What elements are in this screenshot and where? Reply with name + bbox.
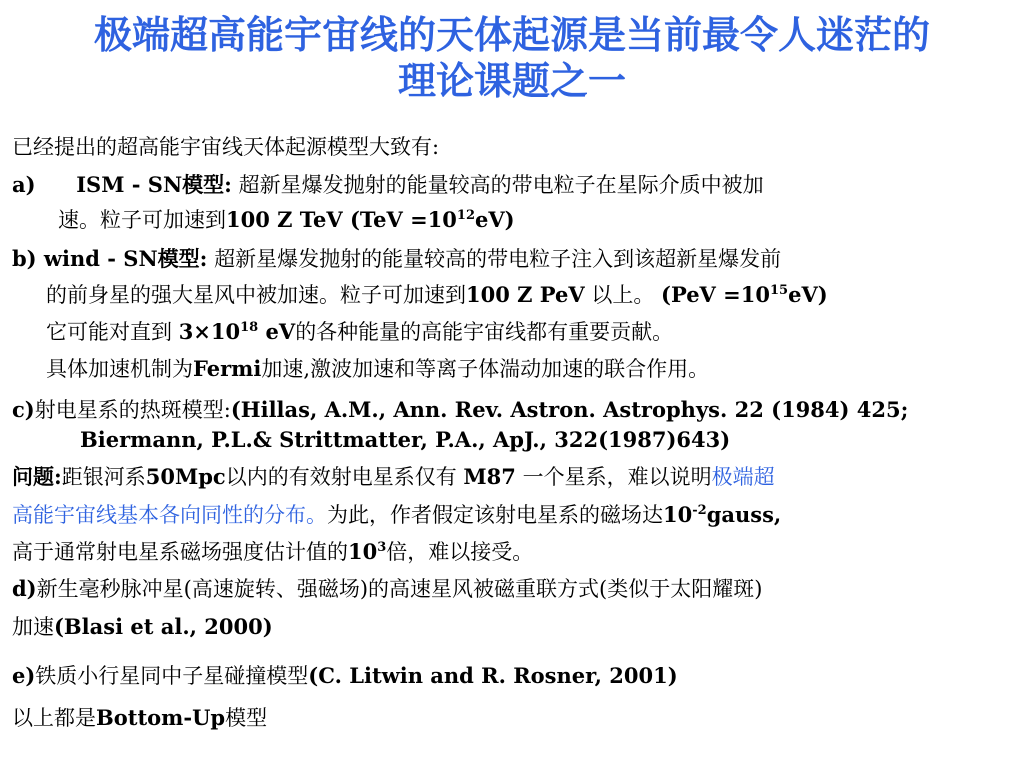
item-c-label: c) xyxy=(12,397,35,422)
item-a-line-2 xyxy=(58,205,515,235)
item-c-reference-1: (Hillas, A.M., Ann. Rev. Astron. Astrophys. 22 (1984) 425; xyxy=(230,397,909,422)
item-a-unit: eV) xyxy=(475,207,515,232)
title-line-1: 极端超高能宇宙线的天体起源是当前最令人迷茫的 xyxy=(93,13,930,57)
item-c-reference-2: Biermann, P.L.& Strittmatter, P.A., ApJ., 322(1987)643) xyxy=(80,427,731,452)
title-line-2: 理论课题之一 xyxy=(397,59,626,103)
item-b-pev-exponent: 15 xyxy=(769,283,789,298)
item-b-text-3b: 的各种能量的高能宇宙线都有重要贡献。 xyxy=(295,320,674,344)
item-d-line-2 xyxy=(12,612,273,642)
item-e-text: 铁质小行星同中子星碰撞模型 xyxy=(35,664,309,688)
item-b-text-3a: 它可能对直到 xyxy=(46,320,179,344)
question-label: 问题: xyxy=(12,464,62,489)
item-b-line-4 xyxy=(46,354,709,384)
question-highlight-2: 高能宇宙线基本各向同性的分布。 xyxy=(12,503,327,527)
item-a-label: a) xyxy=(12,172,36,197)
item-b-line-1 xyxy=(12,244,781,274)
item-b-value: 3×10 xyxy=(178,319,241,344)
item-c-line-1 xyxy=(12,395,908,425)
item-b-pev-unit: eV) xyxy=(788,282,828,307)
question-text-1b: 以内的有效射电星系仅有 xyxy=(225,465,464,489)
question-line-1 xyxy=(12,462,775,492)
footer-text: 以上都是 xyxy=(12,706,96,730)
question-line-2 xyxy=(12,500,781,530)
footer-text-2: 模型 xyxy=(225,706,268,730)
item-a-text-2: 速。粒子可加速到 xyxy=(58,208,226,232)
item-a-exponent: 12 xyxy=(456,208,476,223)
question-distance: 50Mpc xyxy=(145,464,226,489)
question-text-1c: 一个星系，难以说明 xyxy=(515,465,712,489)
item-d-label: d) xyxy=(12,576,37,601)
question-text-1a: 距银河系 xyxy=(61,465,146,489)
slide-title xyxy=(0,12,1024,104)
footer-model: Bottom-Up xyxy=(96,705,226,730)
question-line-3 xyxy=(12,537,533,567)
item-e-label: e) xyxy=(12,663,36,688)
question-field-exponent: -2 xyxy=(692,503,707,518)
item-b-text-2b: 以上。 xyxy=(584,283,662,307)
item-b-energy: 100 Z PeV xyxy=(466,282,585,307)
item-d-text-2: 加速 xyxy=(12,615,54,639)
item-b-line-2 xyxy=(46,280,828,310)
question-factor: 10 xyxy=(348,539,378,564)
question-text-3a: 高于通常射电星系磁场强度估计值的 xyxy=(12,540,348,564)
item-b-fermi: Fermi xyxy=(193,356,262,381)
question-highlight-1: 极端超 xyxy=(711,465,775,489)
question-m87: M87 xyxy=(463,464,516,489)
question-text-3b: 倍，难以接受。 xyxy=(386,540,534,564)
item-a-energy: 100 Z TeV (TeV =10 xyxy=(226,207,457,232)
item-a-model: ISM - SN模型: xyxy=(76,172,232,197)
item-b-line-3 xyxy=(46,317,673,347)
question-field-unit: gauss, xyxy=(706,502,782,527)
item-b-text-4b: 加速,激波加速和等离子体湍动加速的联合作用。 xyxy=(261,357,710,381)
item-b-text-4a: 具体加速机制为 xyxy=(46,357,193,381)
question-field: 10 xyxy=(663,502,693,527)
item-c-line-2 xyxy=(80,425,730,455)
item-d-text-1: 新生毫秒脉冲星(高速旋转、强磁场)的高速星风被磁重联方式(类似于太阳耀斑) xyxy=(36,577,763,601)
item-b-value-exponent: 18 xyxy=(240,320,259,335)
item-d-reference: (Blasi et al., 2000) xyxy=(54,614,273,639)
intro-text: 已经提出的超高能宇宙线天体起源模型大致有: xyxy=(12,135,440,159)
item-b-text-2a: 的前身星的强大星风中被加速。粒子可加速到 xyxy=(46,283,466,307)
item-b-label: b) xyxy=(12,246,37,271)
intro-line xyxy=(12,132,439,162)
item-b-value-unit: eV xyxy=(258,319,296,344)
question-factor-exponent: 3 xyxy=(377,540,387,555)
item-b-pev: (PeV =10 xyxy=(661,282,770,307)
item-b-model: wind - SN模型: xyxy=(36,246,208,271)
item-a-line-1 xyxy=(12,170,764,200)
item-b-text-1: 超新星爆发抛射的能量较高的带电粒子注入到该超新星爆发前 xyxy=(207,247,782,271)
question-text-2a: 为此，作者假定该射电星系的磁场达 xyxy=(327,503,663,527)
item-d-line-1 xyxy=(12,574,762,604)
item-e-reference: (C. Litwin and R. Rosner, 2001) xyxy=(308,663,678,688)
item-a-text-1: 超新星爆发抛射的能量较高的带电粒子在星际介质中被加 xyxy=(231,173,764,197)
item-e-line xyxy=(12,661,678,691)
footer-line xyxy=(12,703,267,733)
item-c-model: 射电星系的热斑模型: xyxy=(34,398,231,422)
